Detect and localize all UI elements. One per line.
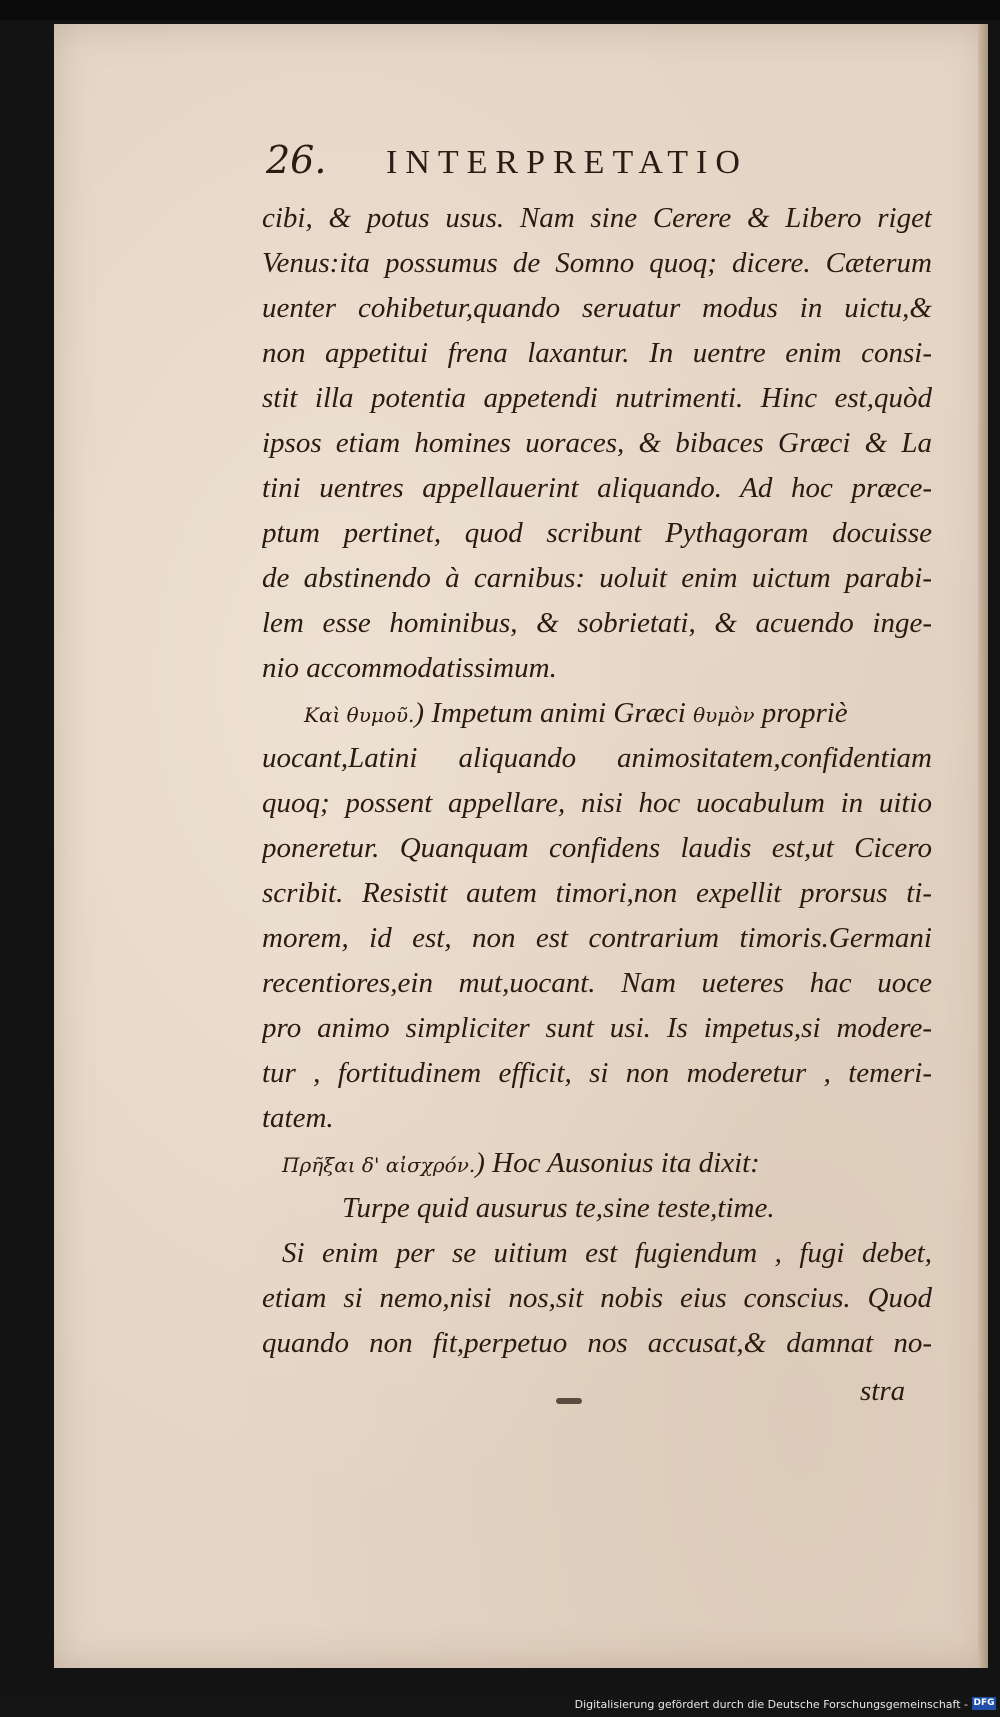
greek-lemma: Πρῆξαι δ' αἰσχρόν. <box>282 1153 476 1177</box>
text-line: lem esse hominibus, & sobrietati, & acuendo inge- <box>262 607 932 639</box>
text-line: recentiores,ein mut,uocant. Nam ueteres hac uoce <box>262 967 932 999</box>
text-line: nio accommodatissimum. <box>262 652 557 684</box>
text-line: cibi, & potus usus. Nam sine Cerere & Libero riget <box>262 202 932 234</box>
running-head <box>266 138 846 188</box>
scan-border-top <box>0 0 1000 20</box>
text-line: de abstinendo à carnibus: uoluit enim uictum parabi- <box>262 562 932 594</box>
text-line: tur , fortitudinem efficit, si non moderetur , temeri- <box>262 1057 932 1089</box>
ink-mark <box>556 1398 582 1404</box>
text-line: scribit. Resistit autem timori,non expellit prorsus ti- <box>262 877 932 909</box>
greek-word: θυμὸν <box>693 703 755 727</box>
lemma-line <box>262 691 932 736</box>
text-line: ptum pertinet, quod scribunt Pythagoram docuisse <box>262 517 932 549</box>
text-line: quoq; possent appellare, nisi hoc uocabulum in uitio <box>262 787 932 819</box>
text-line: tini uentres appellauerint aliquando. Ad hoc præce- <box>262 472 932 504</box>
lemma-text-end: propriè <box>754 697 848 729</box>
text-line: etiam si nemo,nisi nos,sit nobis eius conscius. Quod <box>262 1282 932 1314</box>
text-line: pro animo simpliciter sunt usi. Is impetus,si modere- <box>262 1012 932 1044</box>
footer-credit: Digitalisierung gefördert durch die Deutsche Forschungsgemeinschaft - <box>574 1698 968 1711</box>
text-line: uocant,Latini aliquando animositatem,confidentiam <box>262 742 932 774</box>
main-text <box>262 196 932 1366</box>
text-line: Si enim per se uitium est fugiendum , fugi debet, <box>282 1237 932 1269</box>
page-edge <box>978 24 988 1668</box>
running-title: INTERPRETATIO <box>386 144 748 181</box>
verse-line: Turpe quid ausurus te,sine teste,time. <box>342 1192 775 1224</box>
text-line: Venus:ita possumus de Somno quoq; dicere. Cæterum <box>262 247 932 279</box>
lemma-line <box>262 1141 932 1186</box>
catchword: stra <box>860 1375 906 1407</box>
text-line: stit illa potentia appetendi nutrimenti. Hinc est,quòd <box>262 382 932 414</box>
dfg-logo-icon: DFG <box>973 1698 995 1708</box>
text-line: non appetitui frena laxantur. In uentre enim consi- <box>262 337 932 369</box>
text-line: morem, id est, non est contrarium timoris.Germani <box>262 922 932 954</box>
page-number: 26. <box>266 138 327 182</box>
text-line: poneretur. Quanquam confidens laudis est,ut Cicero <box>262 832 932 864</box>
text-line: uenter cohibetur,quando seruatur modus in uictu,& <box>262 292 932 324</box>
text-line: quando non fit,perpetuo nos accusat,& damnat no- <box>262 1327 932 1359</box>
lemma-text: ) Hoc Ausonius ita dixit: <box>475 1147 760 1179</box>
text-line: ipsos etiam homines uoraces, & bibaces Græci & La <box>262 427 932 459</box>
greek-lemma: Καὶ θυμοῦ. <box>304 703 415 727</box>
lemma-text: ) Impetum animi Græci <box>414 697 694 729</box>
text-line: tatem. <box>262 1102 334 1134</box>
